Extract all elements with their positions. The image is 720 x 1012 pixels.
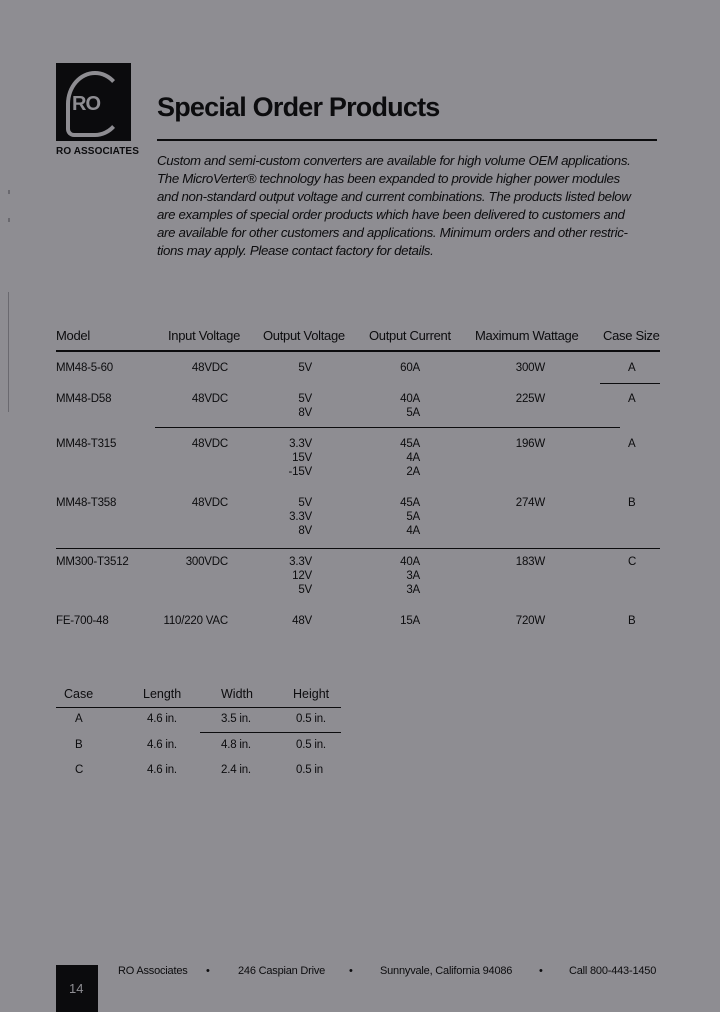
intro-line: are examples of special order products which have been delivered to customers and xyxy=(157,207,625,222)
output-voltage-cell: -15V xyxy=(288,466,312,478)
title-rule xyxy=(157,139,657,141)
input-cell: 48VDC xyxy=(191,497,228,509)
row-rule xyxy=(155,427,620,428)
col-header-output-voltage: Output Voltage xyxy=(263,328,345,343)
wattage-cell: 720W xyxy=(515,615,545,627)
col-header-output-current: Output Current xyxy=(369,328,451,343)
output-current-cell: 40A xyxy=(400,393,420,405)
output-voltage-cell: 5V xyxy=(298,497,312,509)
case-height: 0.5 in. xyxy=(296,739,326,751)
intro-line: and non-standard output voltage and current combinations. The products listed below xyxy=(157,189,631,204)
footer-company: RO Associates xyxy=(118,965,188,977)
output-current-cell: 40A xyxy=(400,556,420,568)
col-header-width: Width xyxy=(221,687,253,701)
output-current-cell: 4A xyxy=(406,525,420,537)
footer-bullet: • xyxy=(206,965,210,977)
case-width: 4.8 in. xyxy=(221,739,251,751)
logo-caption: RO ASSOCIATES xyxy=(56,146,139,157)
row-rule xyxy=(200,732,341,733)
input-cell: 300VDC xyxy=(185,556,228,568)
col-header-height: Height xyxy=(293,687,330,701)
output-voltage-cell: 48V xyxy=(292,615,312,627)
output-current-cell: 3A xyxy=(406,570,420,582)
input-cell: 48VDC xyxy=(191,362,228,374)
row-rule xyxy=(56,548,660,549)
case-length: 4.6 in. xyxy=(147,713,177,725)
wattage-cell: 300W xyxy=(515,362,545,374)
wattage-cell: 183W xyxy=(515,556,545,568)
output-voltage-cell: 5V xyxy=(298,584,312,596)
col-header-input-voltage: Input Voltage xyxy=(168,328,240,343)
wattage-cell: 225W xyxy=(515,393,545,405)
case-width: 2.4 in. xyxy=(221,764,251,776)
model-cell: MM48-5-60 xyxy=(56,362,113,374)
output-voltage-cell: 8V xyxy=(298,525,312,537)
col-header-maximum-wattage: Maximum Wattage xyxy=(475,328,579,343)
case-length: 4.6 in. xyxy=(147,739,177,751)
output-current-cell: 5A xyxy=(406,511,420,523)
output-current-cell: 45A xyxy=(400,438,420,450)
page-number: 14 xyxy=(69,981,84,996)
output-voltage-cell: 3.3V xyxy=(289,556,312,568)
output-current-cell: 3A xyxy=(406,584,420,596)
model-cell: MM300-T3512 xyxy=(56,556,129,568)
col-header-model: Model xyxy=(56,328,90,343)
case-cell: C xyxy=(628,556,637,568)
output-current-cell: 45A xyxy=(400,497,420,509)
page-number-box xyxy=(56,965,98,1012)
footer-phone: Call 800-443-1450 xyxy=(569,965,657,977)
intro-line: tions may apply. Please contact factory for details. xyxy=(157,243,434,258)
input-cell: 110/220 VAC xyxy=(163,615,228,627)
intro-line: The MicroVerter® technology has been expanded to provide higher power modules xyxy=(157,171,620,186)
header-rule xyxy=(56,707,341,708)
margin-tick xyxy=(8,292,9,412)
row-rule xyxy=(600,383,660,384)
case-letter: C xyxy=(75,764,84,776)
output-current-cell: 4A xyxy=(406,452,420,464)
footer-city: Sunnyvale, California 94086 xyxy=(380,965,513,977)
model-cell: MM48-T315 xyxy=(56,438,117,450)
input-cell: 48VDC xyxy=(191,438,228,450)
output-current-cell: 15A xyxy=(400,615,420,627)
margin-tick xyxy=(8,218,10,222)
wattage-cell: 274W xyxy=(515,497,545,509)
margin-tick xyxy=(8,190,10,194)
model-cell: MM48-D58 xyxy=(56,393,112,405)
header-rule xyxy=(56,350,660,352)
output-current-cell: 60A xyxy=(400,362,420,374)
case-cell: B xyxy=(628,497,636,509)
model-cell: MM48-T358 xyxy=(56,497,117,509)
model-cell: FE-700-48 xyxy=(56,615,109,627)
output-voltage-cell: 8V xyxy=(298,407,312,419)
col-header-case: Case xyxy=(64,687,94,701)
case-cell: A xyxy=(628,362,636,374)
col-header-case-size: Case Size xyxy=(603,328,660,343)
output-current-cell: 2A xyxy=(406,466,420,478)
case-cell: A xyxy=(628,438,636,450)
logo-mark: RO xyxy=(72,93,100,115)
output-voltage-cell: 3.3V xyxy=(289,511,312,523)
case-cell: A xyxy=(628,393,636,405)
page-title: Special Order Products xyxy=(157,92,440,122)
footer-bullet: • xyxy=(349,965,353,977)
output-voltage-cell: 3.3V xyxy=(289,438,312,450)
footer-address: 246 Caspian Drive xyxy=(238,965,326,977)
wattage-cell: 196W xyxy=(515,438,545,450)
input-cell: 48VDC xyxy=(191,393,228,405)
case-height: 0.5 in. xyxy=(296,713,326,725)
intro-line: are available for other customers and applications. Minimum orders and other restric- xyxy=(157,225,628,240)
intro-paragraph xyxy=(157,152,667,260)
footer-bullet: • xyxy=(539,965,543,977)
output-voltage-cell: 5V xyxy=(298,362,312,374)
intro-line: Custom and semi-custom converters are available for high volume OEM applications. xyxy=(157,153,631,168)
output-voltage-cell: 12V xyxy=(292,570,312,582)
output-voltage-cell: 15V xyxy=(292,452,312,464)
output-voltage-cell: 5V xyxy=(298,393,312,405)
col-header-length: Length xyxy=(143,687,182,701)
company-logo xyxy=(56,63,131,141)
output-current-cell: 5A xyxy=(406,407,420,419)
case-length: 4.6 in. xyxy=(147,764,177,776)
case-width: 3.5 in. xyxy=(221,713,251,725)
case-letter: A xyxy=(75,713,83,725)
case-cell: B xyxy=(628,615,636,627)
case-height: 0.5 in xyxy=(296,764,323,776)
case-letter: B xyxy=(75,739,83,751)
